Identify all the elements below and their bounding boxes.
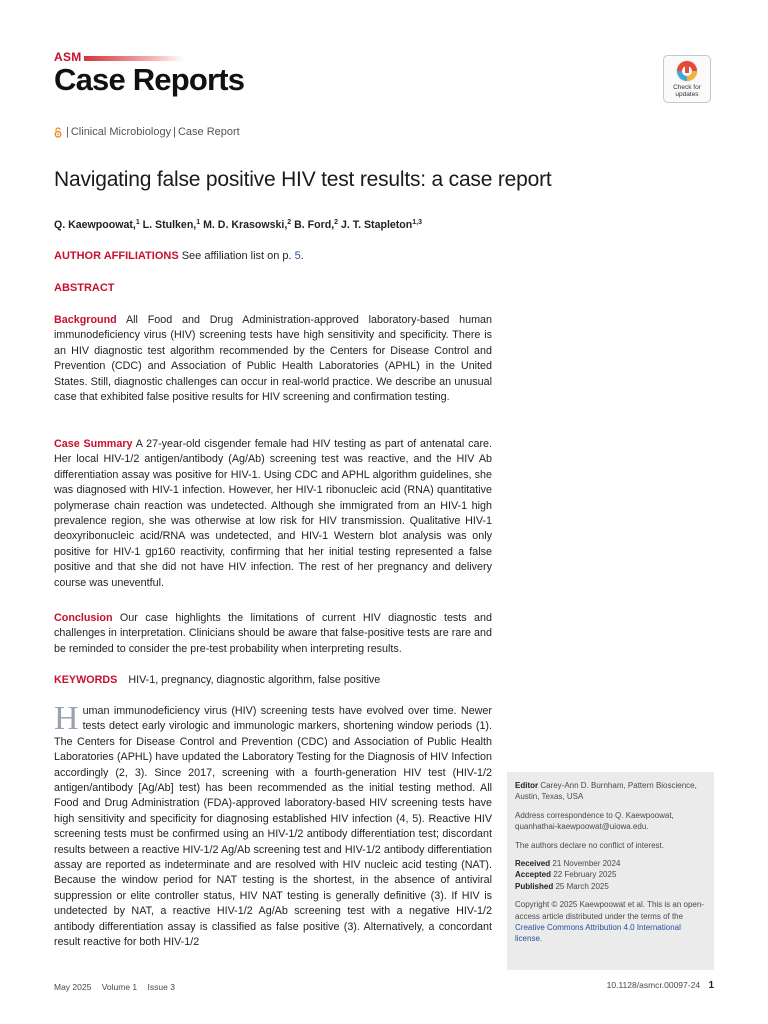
received-date xyxy=(515,858,706,869)
accepted-date xyxy=(515,869,706,880)
category-separator: | xyxy=(66,126,69,138)
body-text xyxy=(54,700,492,951)
author-name: Q. Kaewpoowat, xyxy=(54,219,136,231)
journal-brand xyxy=(54,52,244,96)
conflict-statement: The authors declare no conflict of interest. xyxy=(515,840,664,850)
background-label: Background xyxy=(54,314,117,326)
affiliation-sup: 1 xyxy=(196,219,201,226)
accepted-label: Accepted xyxy=(515,870,552,880)
case-summary-label: Case Summary xyxy=(54,438,133,450)
abstract-case-summary xyxy=(54,437,492,591)
asm-logo-text: ASM xyxy=(54,50,82,64)
author-affiliations xyxy=(54,250,304,262)
open-access-icon xyxy=(54,127,62,138)
affiliation-sup: 2 xyxy=(287,219,292,226)
article-title: Navigating false positive HIV test results: a case report xyxy=(54,168,552,191)
crossmark-icon xyxy=(675,59,699,83)
affiliation-sup: 1,3 xyxy=(412,219,422,226)
copyright-notice xyxy=(515,899,706,945)
category-type: Case Report xyxy=(177,126,240,138)
author-name: B. Ford, xyxy=(291,219,335,231)
license-link[interactable]: Creative Commons Attribution 4.0 International license xyxy=(515,923,681,944)
editor-info xyxy=(515,780,706,803)
footer-issue: Issue 3 xyxy=(147,982,175,992)
author-name: J. T. Stapleton xyxy=(338,219,413,231)
editor-text: Carey-Ann D. Burnham, Pattern Bioscience, Austin, Texas, USA xyxy=(515,781,697,802)
case-summary-text: A 27-year-old cisgender female had HIV testing as part of antenatal care. Her local HIV-1/2 antigen/antibody (Ag/Ab) screening test was reactive, and the HIV Ab differentiation assay was positive for HIV-1. Using CDC and APHL algorithm guidelines, she was diagnosed with HIV-1 infection. However, her HIV-1 ribonucleic acid (RNA) quantitative polymerase chain reaction was undetected. Although she immigrated from an HIV-1 high prevalence region, she was otherwise at low risk for HIV transmission. Qualitative HIV-1 deoxyribonucleic acid/RNA was undetected, and HIV-1 Western blot analysis was only positive for HIV-1 gp160 reactivity, confirming that her initial testing represented a false positive and that she did not have HIV infection. The rest of her pregnancy and delivery course was uneventful. xyxy=(54,438,492,589)
abstract-background xyxy=(54,313,492,405)
correspondence-info: Address correspondence to Q. Kaewpoowat, quanhathai-kaewpoowat@uiowa.edu. xyxy=(515,810,674,832)
dropcap: H xyxy=(54,700,79,737)
affiliation-sup: 1 xyxy=(135,219,140,226)
affiliations-page-link[interactable]: 5 xyxy=(294,250,301,262)
footer-volume: Volume 1 xyxy=(101,982,138,992)
published-label: Published xyxy=(515,881,554,891)
conclusion-label: Conclusion xyxy=(54,612,113,624)
keywords xyxy=(54,674,380,686)
received-label: Received xyxy=(515,859,551,869)
footer-issue-info xyxy=(54,982,183,992)
asm-logo xyxy=(54,52,184,64)
abstract-heading: ABSTRACT xyxy=(54,282,115,294)
author-name: M. D. Krasowski, xyxy=(200,219,288,231)
affiliations-end: . xyxy=(300,250,304,262)
affiliation-sup: 2 xyxy=(334,219,339,226)
body-paragraph: uman immunodeficiency virus (HIV) screening tests have evolved over time. Newer tests detect early virologic and immunologic markers, shortening window periods (1). The Centers for Disease Control and Prevention (CDC) and Association of Public Health Laboratories (APHL) have updated the Laboratory Testing for the Diagnosis of HIV Infection accordingly (2, 3). Since 2017, screening with a fourth-generation HIV test (HIV-1/2 antigen/antibody [Ag/Ab] test) has been recommended as the initial testing method. All Food and Drug Administration (FDA)-approved laboratory-based HIV screening tests have high sensitivity and specificity for diagnosing established HIV infection (4, 5). Reactive HIV screening tests must be confirmed using an HIV-1/2 antibody differentiation test; discordant results between a reactive HIV-1/2 Ag/Ab screening test and HIV-1/2 antibody differentiation assay are reported as indeterminate and are resolved with HIV nucleic acid testing (NAT). Because the window period for NAT testing is the shortest, in the absence of antiviral suppression or elite controller status, HIV NAT testing is generally definitive (3). If HIV is undetected by NAT, a reactive HIV-1/2 Ag/Ab screening test with a negative HIV-1/2 antibody differentiation assay is classified as false positive (3). Alternatively, a concordant result reactive for both HIV-1/2 xyxy=(54,705,492,949)
page-number: 1 xyxy=(708,980,714,991)
abstract-conclusion xyxy=(54,611,492,657)
copyright-end: . xyxy=(539,934,543,944)
keywords-label: KEYWORDS xyxy=(54,674,118,686)
author-name: L. Stulken, xyxy=(139,219,197,231)
check-for-updates-badge[interactable] xyxy=(663,55,711,103)
copyright-text: Copyright © 2025 Kaewpoowat et al. This is an open-access article distributed under the terms of the xyxy=(515,900,704,921)
keywords-text: HIV-1, pregnancy, diagnostic algorithm, false positive xyxy=(128,674,381,686)
affiliations-text: See affiliation list on p. xyxy=(181,250,292,262)
affiliations-label: AUTHOR AFFILIATIONS xyxy=(54,250,179,262)
article-category xyxy=(54,126,240,138)
editor-label: Editor xyxy=(515,781,539,790)
accepted-value: 22 February 2025 xyxy=(551,870,617,880)
article-info-sidebar xyxy=(507,772,714,970)
author-list xyxy=(54,219,422,231)
conclusion-text: Our case highlights the limitations of current HIV diagnostic tests and challenges in interpretation. Clinicians should be aware that false-positive tests are rare and be reminded to consider the pre-test probability when interpreting results. xyxy=(54,612,492,655)
check-for-updates-label: Check for updates xyxy=(673,84,701,98)
category-section: Clinical Microbiology xyxy=(70,126,172,138)
published-value: 25 March 2025 xyxy=(553,881,609,891)
footer-doi-page xyxy=(607,980,714,991)
published-date xyxy=(515,881,706,892)
footer-doi: 10.1128/asmcr.00097-24 xyxy=(606,980,701,990)
received-value: 21 November 2024 xyxy=(550,859,621,869)
background-text: All Food and Drug Administration-approved laboratory-based human immunodeficiency virus (HIV) screening tests have high sensitivity and specificity. There is an HIV diagnostic test algorithm recommended by the Centers for Disease Control and Prevention (CDC) and Association of Public Health Laboratories (APHL) in the United States. Still, diagnostic challenges can occur in real-world practice. We describe an unusual case that exhibited false positive results for HIV screening and confirmation testing. xyxy=(54,314,492,404)
footer-date: May 2025 xyxy=(54,982,92,992)
asm-logo-bar xyxy=(84,56,184,61)
category-separator: | xyxy=(173,126,176,138)
journal-name: Case Reports xyxy=(54,62,245,97)
